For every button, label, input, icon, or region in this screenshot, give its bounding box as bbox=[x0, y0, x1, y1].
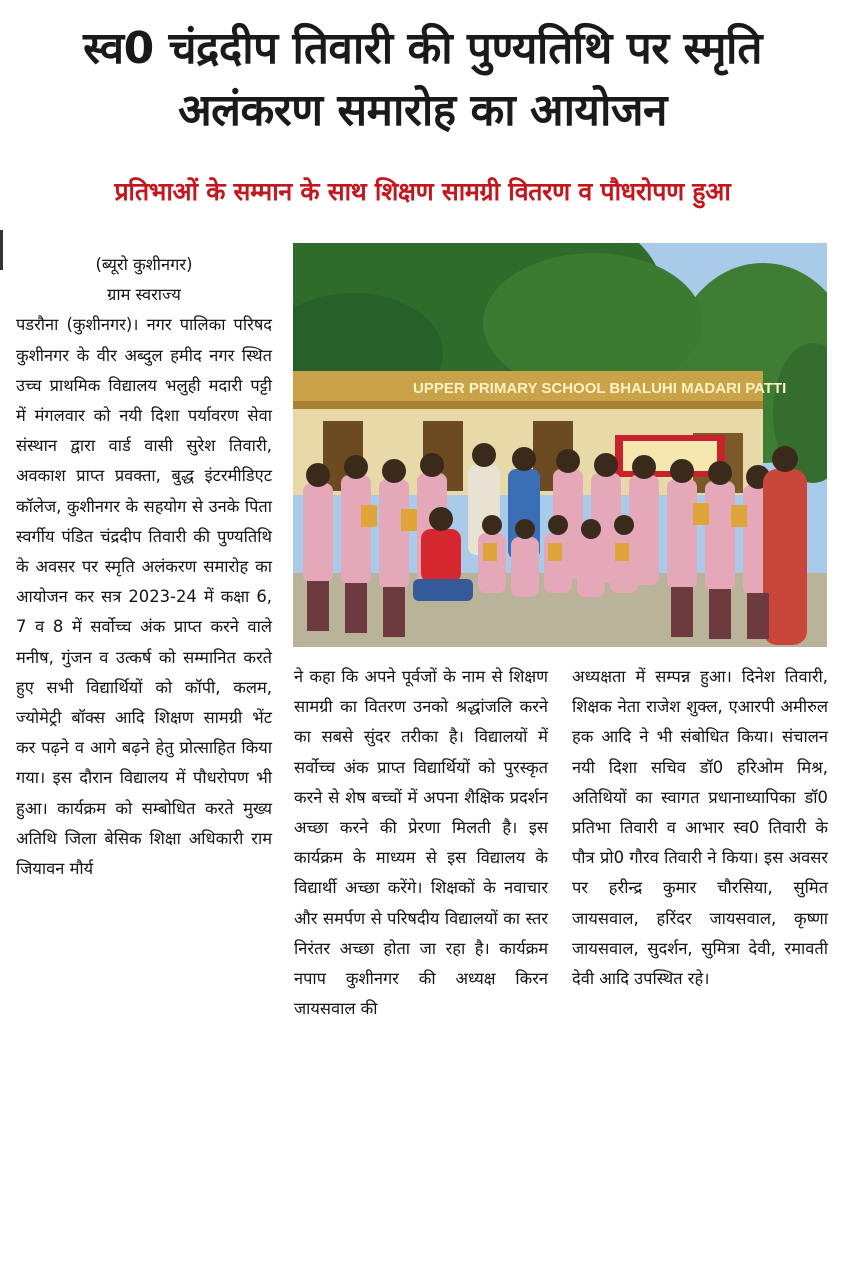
column-rule-mark bbox=[0, 230, 3, 270]
subheadline: प्रतिभाओं के सम्मान के साथ शिक्षण सामग्री वितरण व पौधरोपण हुआ bbox=[114, 177, 731, 206]
school-sign: UPPER PRIMARY SCHOOL BHALUHI MADARI PATTI bbox=[413, 380, 787, 397]
article-column-1 bbox=[16, 250, 272, 884]
column-1-text: पडरौना (कुशीनगर)। नगर पालिका परिषद कुशीनगर के वीर अब्दुल हमीद नगर स्थित उच्च प्राथमिक विद्यालय भलुही मदारी पट्टी में मंगलवार को नयी दिशा पर्यावरण सेवा संस्थान द्वारा वार्ड वासी सुरेश तिवारी, अवकाश प्राप्त प्रवक्ता, बुद्ध इंटरमीडिएट कॉलेज, कुशीनगर के सहयोग से उनके पिता स्वर्गीय पंडित चंद्रदीप तिवारी की पुण्यतिथि के अवसर पर स्मृति अलंकरण समारोह का आयोजन कर सत्र 2023-24 में कक्षा 6, 7 व 8 में सर्वोच्च अंक प्राप्त करने वाले मनीष, गुंजन व उत्कर्ष को सम्मानित करते हुए सभी विद्यार्थियों को कॉपी, कलम, ज्योमेट्री बॉक्स आदि शिक्षण सामग्री भेंट कर पढ़ने व आगे बढ़ने हेतु प्रोत्साहित किया गया। इस दौरान विद्यालय में पौधरोपण भी हुआ। कार्यक्रम को सम्बोधित करते मुख्य अतिथि जिला बेसिक शिक्षा अधिकारी राम जियावन मौर्य bbox=[16, 315, 272, 879]
byline-paper: ग्राम स्वराज्य bbox=[107, 285, 181, 305]
event-photo-illustration bbox=[293, 243, 827, 647]
article-column-3: अध्यक्षता में सम्पन्न हुआ। दिनेश तिवारी, शिक्षक नेता राजेश शुक्ल, एआरपी अमीरुल हक आदि ने भी संबोधित किया। संचालन नयी दिशा सचिव डॉ0 हरिओम मिश्र, अतिथियों का स्वागत प्रधानाध्यापिका डॉ0 प्रतिभा तिवारी व आभार स्व0 तिवारी के पौत्र प्रो0 गौरव तिवारी ने किया। इस अवसर पर हरीन्द्र कुमार चौरसिया, सुमित जायसवाल, हरिंदर जायसवाल, कृष्णा जायसवाल, सुदर्शन, सुमित्रा देवी, रमावती देवी आदि उपस्थित रहे। bbox=[572, 667, 828, 989]
byline-bureau: (ब्यूरो कुशीनगर) bbox=[95, 255, 193, 274]
event-photo bbox=[293, 243, 827, 647]
article-column-2: ने कहा कि अपने पूर्वजों के नाम से शिक्षण सामग्री का वितरण उनको श्रद्धांजलि करने का सबसे सुंदर तरीका है। विद्यालयों में सर्वोच्च अंक प्राप्त विद्यार्थियों को पुरस्कृत करने से शेष बच्चों में अपना शैक्षिक प्रदर्शन अच्छा करने की प्रेरणा मिलती है। इस कार्यक्रम के माध्यम से इस विद्यालय के विद्यार्थी अच्छा करेंगे। शिक्षकों के नवाचार और समर्पण से परिषदीय विद्यालयों का स्तर निरंतर अच्छा होता जा रहा है। कार्यक्रम नपाप कुशीनगर की अध्यक्ष किरन जायसवाल की bbox=[294, 667, 548, 1019]
headline bbox=[0, 18, 845, 142]
headline-line-2: अलंकरण समारोह का आयोजन bbox=[178, 85, 667, 136]
headline-line-1: स्व0 चंद्रदीप तिवारी की पुण्यतिथि पर स्मृति bbox=[83, 23, 762, 74]
